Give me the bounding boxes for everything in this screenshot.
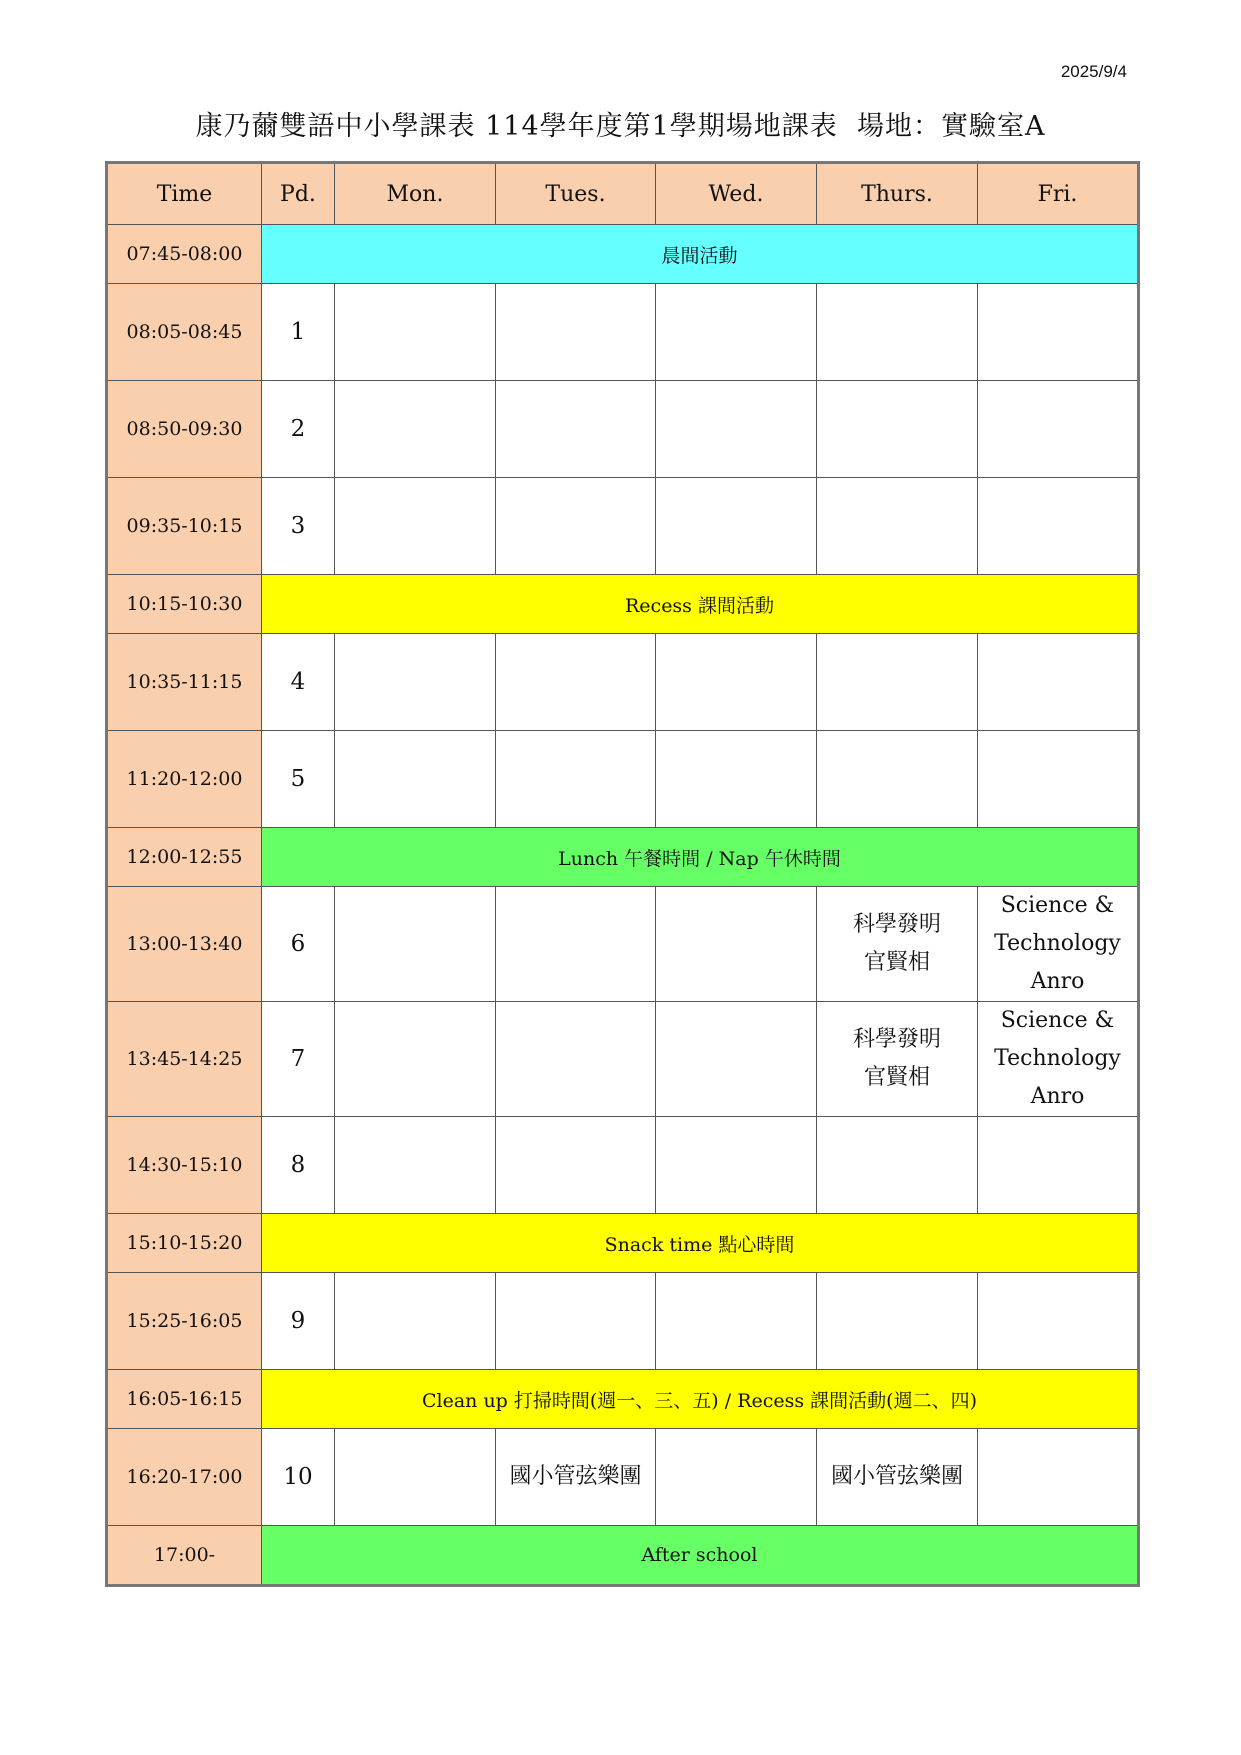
class-cell-fri [978,731,1139,828]
class-cell-mon [335,1117,496,1214]
time-cell: 15:25-16:05 [107,1273,262,1370]
class-cell-wed [656,634,817,731]
class-cell-fri [978,478,1139,575]
period-number: 8 [262,1117,335,1214]
class-cell-wed [656,731,817,828]
band-row [107,225,1139,284]
class-cell-wed [656,1273,817,1370]
period-number: 6 [262,887,335,1002]
period-number: 10 [262,1429,335,1526]
class-text-line: 科學發明 [852,912,941,937]
print-date: 2025/9/4 [1060,62,1127,81]
class-text-line: Anro [1030,1084,1085,1109]
class-cell-wed [656,1429,817,1526]
class-cell-fri [978,1429,1139,1526]
period-row [107,1002,1139,1117]
class-text-line: 國小管弦樂團 [830,1464,963,1489]
period-row [107,284,1139,381]
class-cell-mon [335,1429,496,1526]
class-cell-tue [496,1273,656,1370]
period-number: 4 [262,634,335,731]
class-cell-thu [817,1273,978,1370]
class-cell-thu [817,1002,978,1117]
time-cell: 13:45-14:25 [107,1002,262,1117]
class-cell-mon [335,1002,496,1117]
time-cell: 07:45-08:00 [107,225,262,284]
period-row [107,887,1139,1002]
class-text-line: Technology [994,931,1121,956]
class-text-line: 官賢相 [863,950,930,975]
class-cell-thu [817,1117,978,1214]
time-cell: 13:00-13:40 [107,887,262,1002]
class-cell-thu [817,1429,978,1526]
header-wed: Wed. [656,163,817,225]
header-row [107,163,1139,225]
band-label: Snack time 點心時間 [262,1214,1139,1273]
class-cell-fri [978,381,1139,478]
period-row [107,634,1139,731]
period-row [107,1117,1139,1214]
class-cell-mon [335,478,496,575]
class-cell-wed [656,284,817,381]
class-cell-fri [978,1002,1139,1117]
time-cell: 12:00-12:55 [107,828,262,887]
class-text-line: Science & [1000,1008,1115,1033]
class-text-line: Science & [1000,893,1115,918]
time-cell: 14:30-15:10 [107,1117,262,1214]
time-cell: 16:20-17:00 [107,1429,262,1526]
band-label: 晨間活動 [262,225,1139,284]
band-label: Recess 課間活動 [262,575,1139,634]
period-row [107,731,1139,828]
header-time: Time [107,163,262,225]
class-cell-tue [496,1117,656,1214]
class-cell-wed [656,381,817,478]
time-cell: 08:05-08:45 [107,284,262,381]
band-row [107,1526,1139,1586]
period-row [107,1273,1139,1370]
period-row [107,478,1139,575]
time-cell: 08:50-09:30 [107,381,262,478]
timetable [105,161,1140,1587]
class-cell-thu [817,478,978,575]
band-label: Clean up 打掃時間(週一、三、五) / Recess 課間活動(週二、四) [262,1370,1139,1429]
timetable-body [107,225,1139,1586]
class-cell-tue [496,1002,656,1117]
class-cell-fri [978,284,1139,381]
header-mon: Mon. [335,163,496,225]
class-cell-fri [978,887,1139,1002]
class-cell-mon [335,887,496,1002]
class-cell-thu [817,284,978,381]
header-tue: Tues. [496,163,656,225]
header-period: Pd. [262,163,335,225]
class-text-line: 官賢相 [863,1065,930,1090]
class-cell-wed [656,478,817,575]
band-label: After school [262,1526,1139,1586]
period-number: 2 [262,381,335,478]
band-row [107,1370,1139,1429]
class-cell-tue [496,478,656,575]
page-title: 康乃薾雙語中小學課表 114學年度第1學期場地課表 場地：實驗室A [195,111,1046,142]
period-number: 9 [262,1273,335,1370]
class-cell-tue [496,731,656,828]
period-number: 3 [262,478,335,575]
class-cell-tue [496,284,656,381]
time-cell: 17:00- [107,1526,262,1586]
class-cell-fri [978,1273,1139,1370]
band-row [107,575,1139,634]
time-cell: 11:20-12:00 [107,731,262,828]
class-cell-thu [817,887,978,1002]
class-cell-mon [335,731,496,828]
class-cell-fri [978,1117,1139,1214]
class-cell-mon [335,381,496,478]
class-cell-mon [335,284,496,381]
period-row [107,381,1139,478]
time-cell: 15:10-15:20 [107,1214,262,1273]
class-cell-fri [978,634,1139,731]
class-cell-mon [335,1273,496,1370]
class-text-line: 國小管弦樂團 [509,1464,642,1489]
header-thu: Thurs. [817,163,978,225]
band-row [107,1214,1139,1273]
class-cell-mon [335,634,496,731]
class-cell-tue [496,381,656,478]
period-number: 5 [262,731,335,828]
class-cell-tue [496,634,656,731]
period-number: 1 [262,284,335,381]
time-cell: 16:05-16:15 [107,1370,262,1429]
time-cell: 10:15-10:30 [107,575,262,634]
class-cell-wed [656,1117,817,1214]
class-text-line: Technology [994,1046,1121,1071]
band-label: Lunch 午餐時間 / Nap 午休時間 [262,828,1139,887]
period-number: 7 [262,1002,335,1117]
class-text-line: Anro [1030,969,1085,994]
class-cell-wed [656,1002,817,1117]
class-cell-wed [656,887,817,1002]
header-fri: Fri. [978,163,1139,225]
band-row [107,828,1139,887]
class-text-line: 科學發明 [852,1027,941,1052]
period-row [107,1429,1139,1526]
class-cell-thu [817,731,978,828]
time-cell: 09:35-10:15 [107,478,262,575]
time-cell: 10:35-11:15 [107,634,262,731]
class-cell-thu [817,381,978,478]
class-cell-tue [496,1429,656,1526]
class-cell-tue [496,887,656,1002]
class-cell-thu [817,634,978,731]
